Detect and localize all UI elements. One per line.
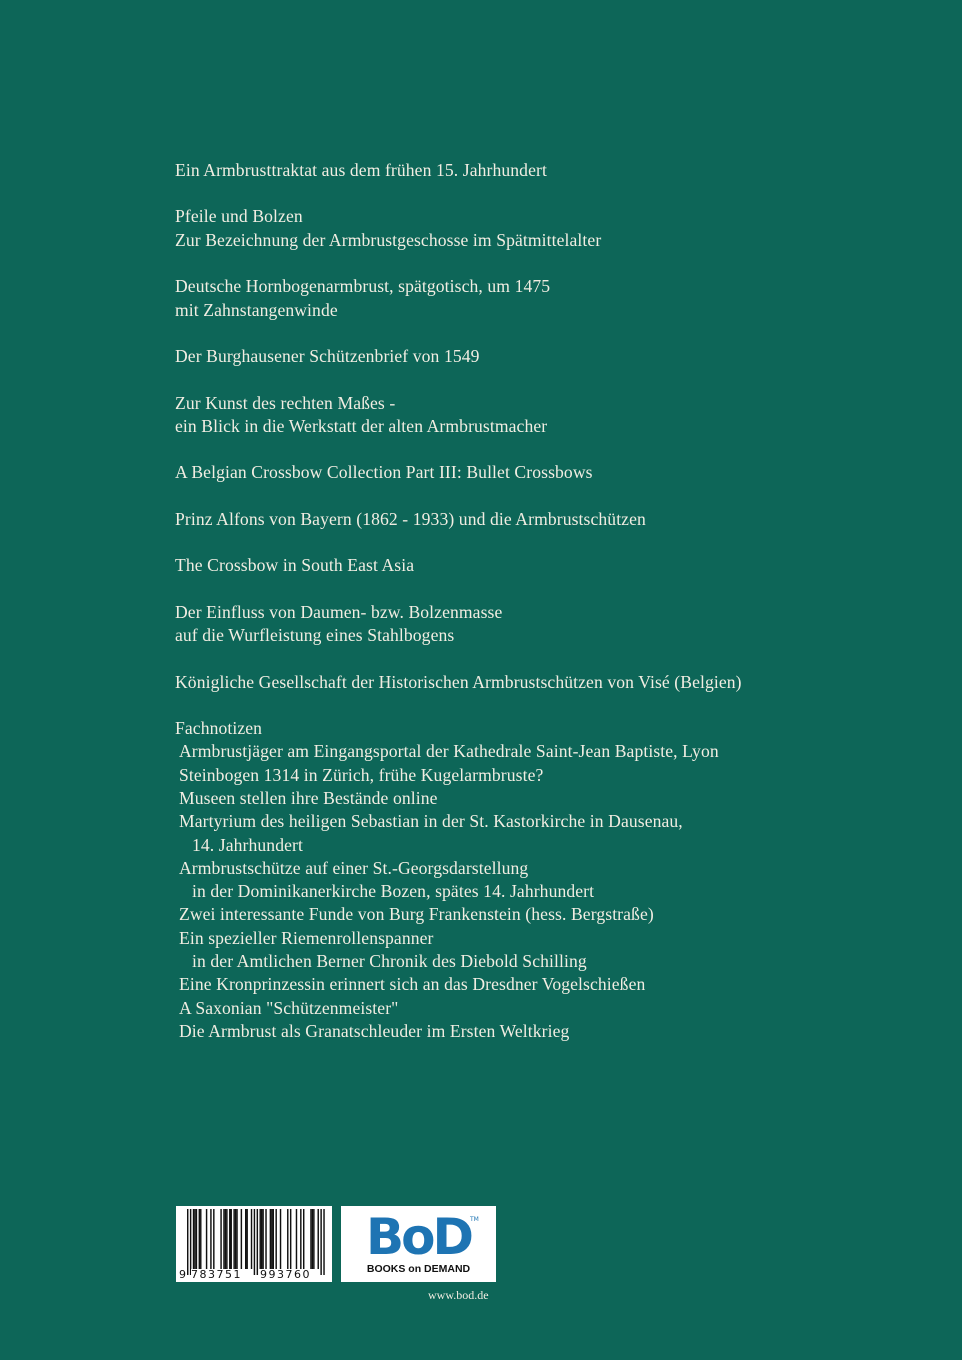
trademark-mark: TM bbox=[470, 1216, 479, 1223]
toc-line: mit Zahnstangenwinde bbox=[175, 299, 338, 320]
barcode-bar bbox=[280, 1209, 281, 1269]
fachnotizen-line: Ein spezieller Riemenrollenspanner bbox=[179, 927, 434, 948]
barcode-bar bbox=[225, 1209, 226, 1269]
toc-line: A Belgian Crossbow Collection Part III: Bullet Crossbows bbox=[175, 462, 593, 483]
bod-logo-text: BoD bbox=[366, 1208, 471, 1266]
barcode-bar bbox=[226, 1209, 227, 1269]
barcode-bar bbox=[251, 1209, 252, 1269]
fachnotizen-line: A Saxonian "Schützenmeister" bbox=[179, 997, 399, 1018]
toc-line: Zur Kunst des rechten Maßes - bbox=[175, 392, 396, 413]
toc-entry bbox=[175, 275, 935, 322]
fachnotizen-section bbox=[175, 717, 935, 1043]
barcode-bar bbox=[310, 1209, 311, 1269]
toc-line: Königliche Gesellschaft der Historischen Armbrustschützen von Visé (Belgien) bbox=[175, 671, 742, 692]
toc-entry bbox=[175, 345, 935, 368]
barcode-bar bbox=[229, 1209, 230, 1269]
barcode-bar bbox=[262, 1209, 263, 1269]
fachnotizen-line: in der Amtlichen Berner Chronik des Diebold Schilling bbox=[192, 951, 587, 971]
barcode-bar bbox=[196, 1209, 197, 1269]
barcode-left-group: 783751 bbox=[191, 1268, 242, 1281]
toc-line: Der Einfluss von Daumen- bzw. Bolzenmasse bbox=[175, 601, 503, 622]
barcode-bar bbox=[246, 1209, 247, 1269]
fachnotizen-line: in der Dominikanerkirche Bozen, spätes 14. Jahrhundert bbox=[192, 881, 595, 902]
barcode-right-group: 993760 bbox=[260, 1268, 311, 1281]
fachnotizen-line: Museen stellen ihre Bestände online bbox=[179, 787, 438, 808]
toc-entry bbox=[175, 554, 935, 577]
toc-entry bbox=[175, 392, 935, 439]
barcode-bar bbox=[193, 1209, 194, 1269]
barcode-bar bbox=[190, 1209, 191, 1275]
toc-entry bbox=[175, 601, 935, 648]
barcode-bar bbox=[287, 1209, 288, 1269]
barcode-bar bbox=[245, 1209, 246, 1269]
fachnotizen-line: Die Armbrust als Granatschleuder im Ersten Weltkrieg bbox=[179, 1020, 570, 1041]
fachnotizen-title: Fachnotizen bbox=[175, 718, 263, 739]
barcode-bar bbox=[312, 1209, 313, 1269]
toc-line: auf die Wurfleistung eines Stahlbogens bbox=[175, 625, 455, 646]
toc-entry bbox=[175, 205, 935, 252]
fachnotizen-line: Eine Kronprinzessin erinnert sich an das Dresdner Vogelschießen bbox=[179, 974, 646, 995]
table-of-contents bbox=[175, 159, 935, 1066]
barcode-first-digit: 9 bbox=[179, 1268, 186, 1281]
barcode-bar bbox=[313, 1209, 314, 1269]
barcode-bar bbox=[265, 1209, 266, 1269]
fachnotizen-line: Armbrustjäger am Eingangsportal der Kathedrale Saint-Jean Baptiste, Lyon bbox=[179, 741, 719, 762]
barcode-bar bbox=[261, 1209, 262, 1269]
barcode-bar bbox=[254, 1209, 255, 1275]
barcode-bar bbox=[200, 1209, 201, 1269]
barcode-bar bbox=[199, 1209, 200, 1269]
barcode-bar bbox=[241, 1209, 242, 1269]
barcode-bar bbox=[223, 1209, 224, 1269]
toc-entry bbox=[175, 159, 935, 182]
toc-entry bbox=[175, 671, 935, 694]
barcode-bar bbox=[233, 1209, 234, 1269]
toc-line: Deutsche Hornbogenarmbrust, spätgotisch, um 1475 bbox=[175, 276, 551, 297]
barcode-bar bbox=[236, 1209, 237, 1269]
fachnotizen-line: Zwei interessante Funde von Burg Frankenstein (hess. Bergstraße) bbox=[179, 904, 654, 925]
fachnotizen-list bbox=[175, 740, 935, 1043]
barcode-bar bbox=[235, 1209, 236, 1269]
barcode-bar bbox=[231, 1209, 232, 1269]
barcode-bar bbox=[318, 1209, 319, 1269]
toc-line: The Crossbow in South East Asia bbox=[175, 555, 415, 576]
fachnotizen-line: 14. Jahrhundert bbox=[192, 834, 303, 855]
barcode-bar bbox=[187, 1209, 188, 1275]
toc-line: ein Blick in die Werkstatt der alten Armbrustmacher bbox=[175, 415, 548, 436]
isbn-barcode bbox=[176, 1206, 332, 1282]
toc-line: Prinz Alfons von Bayern (1862 - 1933) und die Armbrustschützen bbox=[175, 508, 646, 529]
barcode-bar bbox=[270, 1209, 271, 1269]
barcode-bar bbox=[290, 1209, 291, 1269]
barcode-bar bbox=[320, 1209, 321, 1275]
barcode-bar bbox=[206, 1209, 207, 1269]
barcode-bar bbox=[273, 1209, 274, 1269]
toc-line: Zur Bezeichnung der Armbrustgeschosse im Spätmittelalter bbox=[175, 229, 602, 250]
barcode-bar bbox=[296, 1209, 297, 1269]
fachnotizen-line: Martyrium des heiligen Sebastian in der St. Kastorkirche in Dausenau, bbox=[179, 811, 683, 832]
barcode-bar bbox=[257, 1209, 258, 1275]
toc-entry bbox=[175, 508, 935, 531]
publisher-logo bbox=[341, 1206, 496, 1282]
barcode-bar bbox=[323, 1209, 324, 1275]
barcode-bar bbox=[213, 1209, 214, 1269]
toc-line: Ein Armbrusttraktat aus dem frühen 15. Jahrhundert bbox=[175, 160, 547, 180]
toc-line: Pfeile und Bolzen bbox=[175, 206, 303, 227]
publisher-tagline: BOOKS on DEMAND bbox=[366, 1263, 471, 1275]
fachnotizen-line: Steinbogen 1314 in Zürich, frühe Kugelarmbruste? bbox=[179, 764, 544, 785]
barcode-bar bbox=[220, 1209, 221, 1269]
barcode-bar bbox=[260, 1209, 261, 1269]
publisher-url: www.bod.de bbox=[428, 1288, 489, 1302]
toc-entry bbox=[175, 461, 935, 484]
toc-line: Der Burghausener Schützenbrief von 1549 bbox=[175, 346, 480, 367]
barcode-bar bbox=[194, 1209, 195, 1269]
barcode-bar bbox=[275, 1209, 276, 1269]
barcode-bar bbox=[210, 1209, 211, 1269]
fachnotizen-line: Armbrustschütze auf einer St.-Georgsdarstellung bbox=[179, 857, 529, 878]
barcode-bar bbox=[300, 1209, 301, 1269]
barcode-bar bbox=[303, 1209, 304, 1269]
barcode-bar bbox=[271, 1209, 272, 1269]
